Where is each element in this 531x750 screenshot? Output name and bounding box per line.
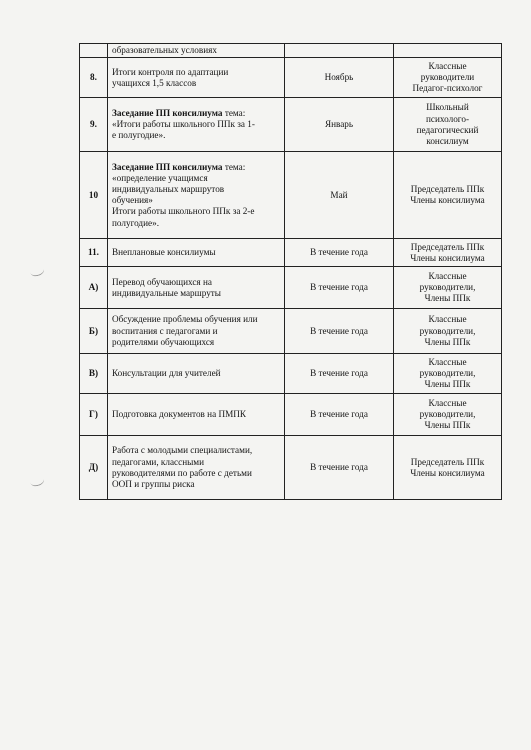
event-text-line: полугодие». bbox=[112, 217, 159, 228]
row-number: 9. bbox=[80, 98, 108, 152]
responsible-line: Школьный bbox=[426, 102, 469, 113]
event-text-line: е полугодие». bbox=[112, 130, 166, 141]
event-cell bbox=[108, 239, 285, 267]
table-row bbox=[80, 309, 502, 354]
event-text-line: руководителями по работе с детьми bbox=[112, 467, 252, 478]
term-cell: Январь bbox=[285, 98, 394, 152]
responsible-cell bbox=[394, 436, 502, 500]
responsible-line: Классные bbox=[428, 270, 467, 281]
event-cell bbox=[108, 58, 285, 98]
event-text-line: обучения» bbox=[112, 195, 153, 206]
event-heading-suffix: тема: bbox=[222, 107, 246, 118]
row-number: В) bbox=[80, 354, 108, 394]
term-cell: Ноябрь bbox=[285, 58, 394, 98]
event-heading: Заседание ПП консилиума bbox=[112, 161, 223, 172]
event-text-line: учащихся 1,5 классов bbox=[112, 77, 197, 88]
responsible-line: Члены ППк bbox=[424, 379, 471, 390]
row-number: Д) bbox=[80, 436, 108, 500]
event-heading: Заседание ПП консилиума bbox=[112, 107, 223, 118]
event-text-line: педагогами, классными bbox=[112, 456, 205, 467]
responsible-line: Члены ППк bbox=[424, 420, 471, 431]
responsible-line: Члены консилиума bbox=[410, 252, 485, 263]
term-cell: В течение года bbox=[285, 267, 394, 309]
table-row bbox=[80, 394, 502, 436]
term-cell: В течение года bbox=[285, 239, 394, 267]
responsible-line: Члены консилиума bbox=[410, 467, 485, 478]
responsible-line: Председатель ППк bbox=[410, 456, 485, 467]
responsible-line: Классные bbox=[428, 60, 467, 71]
plan-table bbox=[79, 43, 502, 500]
responsible-line: Педагог-психолог bbox=[412, 83, 483, 94]
event-text-line: родителями обучающихся bbox=[112, 336, 215, 347]
row-number: 10 bbox=[80, 152, 108, 239]
responsible-cell bbox=[394, 58, 502, 98]
row-number: А) bbox=[80, 267, 108, 309]
event-cell bbox=[108, 394, 285, 436]
responsible-line: Классные bbox=[428, 397, 467, 408]
responsible-cell bbox=[394, 394, 502, 436]
event-text-line: Итоги работы школьного ППк за 2-е bbox=[112, 206, 255, 217]
table-row bbox=[80, 267, 502, 309]
responsible-line: консилиум bbox=[426, 135, 469, 146]
event-text-line: индивидуальные маршруты bbox=[112, 287, 221, 298]
responsible-line: Члены ППк bbox=[424, 336, 471, 347]
table-row bbox=[80, 44, 502, 58]
row-number: 8. bbox=[80, 58, 108, 98]
event-text-line: Консультации для учителей bbox=[112, 368, 221, 379]
event-text-line: Перевод обучающихся на bbox=[112, 276, 212, 287]
responsible-line: руководители, bbox=[419, 282, 476, 293]
punch-hole-mark bbox=[29, 474, 45, 487]
responsible-line: руководители, bbox=[419, 325, 476, 336]
responsible-cell bbox=[394, 98, 502, 152]
row-number bbox=[80, 44, 108, 58]
event-cell bbox=[108, 309, 285, 354]
event-cell bbox=[108, 152, 285, 239]
row-number: 11. bbox=[80, 239, 108, 267]
responsible-line: Классные bbox=[428, 356, 467, 367]
term-cell: В течение года bbox=[285, 354, 394, 394]
event-cell bbox=[108, 267, 285, 309]
responsible-cell bbox=[394, 239, 502, 267]
table-row bbox=[80, 58, 502, 98]
event-text-line: воспитания с педагогами и bbox=[112, 325, 218, 336]
responsible-line: Члены ППк bbox=[424, 293, 471, 304]
event-text-line: индивидуальных маршрутов bbox=[112, 184, 225, 194]
punch-hole-mark bbox=[29, 264, 45, 277]
event-cell bbox=[108, 44, 285, 58]
responsible-cell bbox=[394, 267, 502, 309]
table-row bbox=[80, 354, 502, 394]
event-text-line: образовательных условиях bbox=[112, 45, 217, 55]
responsible-line: психолого- bbox=[426, 113, 469, 124]
responsible-line: Председатель ППк bbox=[410, 184, 485, 194]
table-row bbox=[80, 239, 502, 267]
event-text-line: Обсуждение проблемы обучения или bbox=[112, 314, 258, 325]
row-number: Г) bbox=[80, 394, 108, 436]
event-text-line: Внеплановые консилиумы bbox=[112, 247, 216, 258]
responsible-line: Классные bbox=[428, 314, 467, 325]
table-row bbox=[80, 152, 502, 239]
event-text-line: «определение учащимся bbox=[112, 172, 208, 183]
responsible-line: Председатель ППк bbox=[410, 241, 485, 252]
row-number: Б) bbox=[80, 309, 108, 354]
responsible-line: руководители, bbox=[419, 368, 476, 379]
event-text-line: ООП и группы риска bbox=[112, 478, 195, 489]
responsible-cell bbox=[394, 354, 502, 394]
table-row bbox=[80, 436, 502, 500]
responsible-cell bbox=[394, 152, 502, 239]
event-text-line: Итоги контроля по адаптации bbox=[112, 66, 229, 77]
responsible-line: руководители, bbox=[419, 409, 476, 420]
responsible-cell bbox=[394, 44, 502, 58]
term-cell: В течение года bbox=[285, 309, 394, 354]
event-text-line: Работа с молодыми специалистами, bbox=[112, 445, 253, 456]
event-text-line: «Итоги работы школьного ППк за 1- bbox=[112, 119, 255, 130]
event-cell bbox=[108, 354, 285, 394]
term-cell: Май bbox=[285, 152, 394, 239]
responsible-line: педагогический bbox=[416, 124, 479, 135]
responsible-line: руководители bbox=[420, 72, 475, 83]
responsible-line: Члены консилиума bbox=[410, 195, 485, 206]
event-cell bbox=[108, 436, 285, 500]
responsible-cell bbox=[394, 309, 502, 354]
event-cell bbox=[108, 98, 285, 152]
term-cell bbox=[285, 44, 394, 58]
table-row bbox=[80, 98, 502, 152]
event-heading-suffix: тема: bbox=[222, 161, 246, 172]
event-text-line: Подготовка документов на ПМПК bbox=[112, 409, 247, 420]
term-cell: В течение года bbox=[285, 394, 394, 436]
term-cell: В течение года bbox=[285, 436, 394, 500]
